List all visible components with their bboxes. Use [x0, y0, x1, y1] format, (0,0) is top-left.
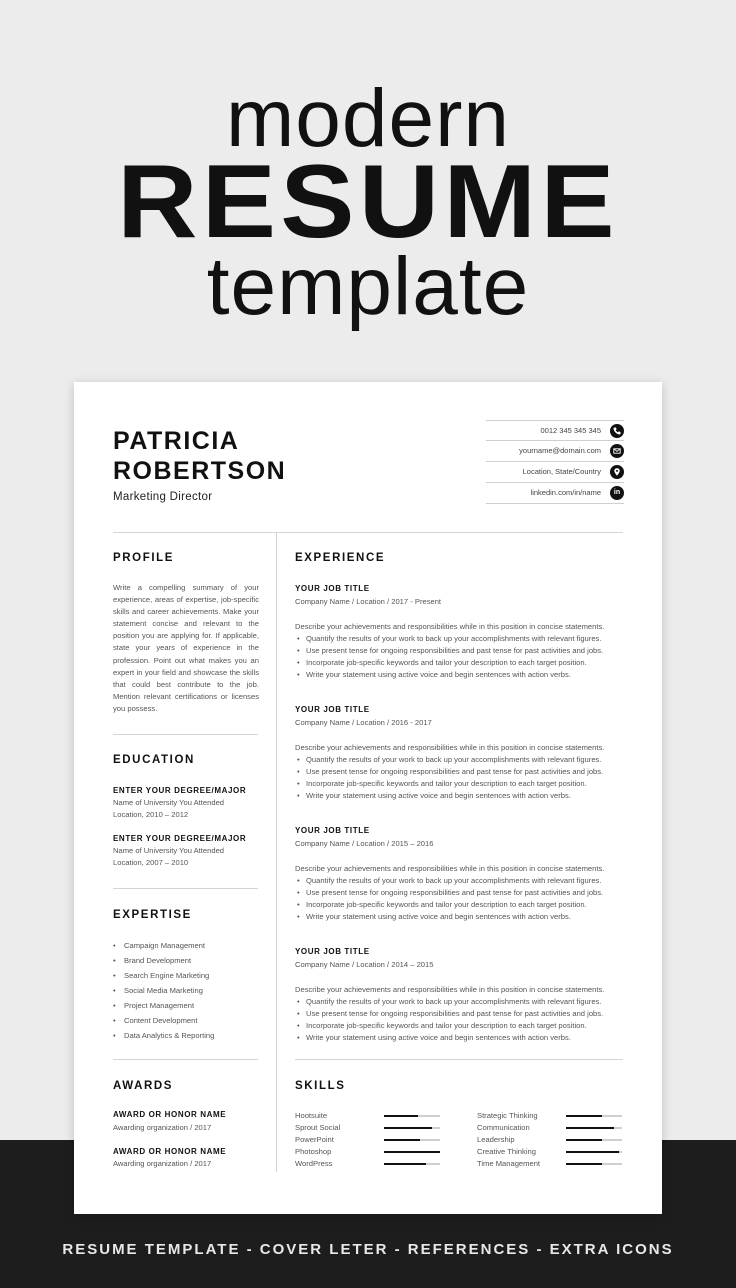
skill-row [295, 1122, 450, 1134]
job-company: Company Name / Location / 2015 – 2016 [295, 839, 434, 848]
job-bullet: • Incorporate job-specific keywords and tailor your description to each target position. [295, 1020, 625, 1032]
skill-row [477, 1110, 632, 1122]
skill-bar-fill [566, 1115, 602, 1117]
expertise-divider [113, 1059, 258, 1060]
hero-line-modern: modern [225, 73, 511, 164]
job-company: Company Name / Location / 2017 - Present [295, 597, 442, 606]
column-divider [276, 532, 277, 1172]
skill-row [295, 1134, 450, 1146]
location-pin-icon [610, 465, 624, 479]
name-first: PATRICIA [113, 427, 240, 455]
skill-name: Strategic Thinking [477, 1111, 538, 1120]
job-company: Company Name / Location / 2016 - 2017 [295, 718, 432, 727]
job-bullet: • Write your statement using active voice and begin sentences with action verbs. [295, 911, 625, 923]
award-name: AWARD OR HONOR NAME [113, 1147, 227, 1156]
expertise-item: • Brand Development [113, 953, 214, 968]
skill-row [477, 1146, 632, 1158]
skill-row [477, 1122, 632, 1134]
name-last: ROBERTSON [113, 457, 287, 485]
job-title: YOUR JOB TITLE [295, 584, 370, 593]
skill-bar [566, 1163, 622, 1165]
education-school: Name of University You Attended [113, 798, 225, 807]
skill-bar-fill [566, 1127, 614, 1129]
skill-bar [384, 1115, 440, 1117]
education-degree: ENTER YOUR DEGREE/MAJOR [113, 786, 247, 795]
education-degree: ENTER YOUR DEGREE/MAJOR [113, 834, 247, 843]
profile-heading: PROFILE [113, 552, 175, 564]
award-org: Awarding organization / 2017 [113, 1159, 212, 1168]
experience-divider [295, 1059, 623, 1060]
skill-bar [384, 1139, 440, 1141]
expertise-item: • Search Engine Marketing [113, 968, 214, 983]
skill-bar [384, 1127, 440, 1129]
job-bullet: • Incorporate job-specific keywords and tailor your description to each target position. [295, 657, 625, 669]
education-divider [113, 888, 258, 889]
contact-list [486, 420, 624, 504]
profile-text: Write a compelling summary of your experience, areas of expertise, job-specific skills and career achievements. Make your statement concise and relevant to the position you are applying for. If applicable, state your years of experience in the profession. Point out what makes you an expert in your field and showcase the skills that could best contribute to the job. Mention relevant certifications or licenses you possess. [113, 583, 259, 713]
hero-line-template: template [206, 241, 530, 332]
expertise-item: • Content Development [113, 1013, 214, 1028]
expertise-item: • Social Media Marketing [113, 983, 214, 998]
job-entry [295, 826, 625, 923]
job-bullet: • Use present tense for ongoing responsibilities and past tense for past activities and jobs. [295, 1008, 625, 1020]
education-school: Name of University You Attended [113, 846, 225, 855]
job-entry [295, 584, 625, 681]
expertise-item: • Campaign Management [113, 938, 214, 953]
resume-page [74, 382, 662, 1214]
expertise-item: • Project Management [113, 998, 214, 1013]
skill-bar [566, 1139, 622, 1141]
skill-bar [384, 1151, 440, 1153]
candidate-role: Marketing Director [113, 491, 213, 503]
job-description: Describe your achievements and responsibilities while in this position in concise statements. [295, 622, 605, 631]
expertise-item: • Data Analytics & Reporting [113, 1028, 214, 1043]
job-description: Describe your achievements and responsibilities while in this position in concise statements. [295, 985, 605, 994]
skill-bar-fill [384, 1151, 440, 1153]
job-bullet: • Incorporate job-specific keywords and tailor your description to each target position. [295, 899, 625, 911]
job-title: YOUR JOB TITLE [295, 826, 370, 835]
contact-email-text: yourname@domain.com [519, 446, 601, 455]
contact-linkedin-text: linkedin.com/in/name [530, 488, 601, 497]
job-bullets [295, 633, 625, 681]
skill-bar [566, 1115, 622, 1117]
skill-name: Hootsuite [295, 1111, 328, 1120]
skill-row [295, 1158, 450, 1170]
job-bullet: • Incorporate job-specific keywords and tailor your description to each target position. [295, 778, 625, 790]
skill-name: Sprout Social [295, 1123, 341, 1133]
profile-divider [113, 734, 258, 735]
skill-name: Time Management [477, 1159, 541, 1169]
job-description: Describe your achievements and responsibilities while in this position in concise statements. [295, 864, 605, 873]
job-company: Company Name / Location / 2014 – 2015 [295, 960, 434, 969]
candidate-name [113, 426, 286, 486]
education-location: Location, 2007 – 2010 [113, 858, 189, 867]
job-entry [295, 705, 625, 802]
contact-location-text: Location, State/Country [522, 467, 601, 476]
award-name: AWARD OR HONOR NAME [113, 1110, 227, 1119]
skill-bar-fill [384, 1115, 418, 1117]
contact-location [486, 462, 624, 483]
header-divider [113, 532, 623, 533]
skill-row [295, 1146, 450, 1158]
job-bullet: • Use present tense for ongoing responsibilities and past tense for past activities and jobs. [295, 887, 625, 899]
expertise-heading: EXPERTISE [113, 909, 192, 921]
job-entry [295, 947, 625, 1044]
skill-row [477, 1134, 632, 1146]
education-heading: EDUCATION [113, 754, 195, 766]
contact-phone-text: 0012 345 345 345 [540, 426, 601, 435]
skill-name: Photoshop [295, 1147, 332, 1157]
skill-bar-fill [384, 1139, 420, 1141]
email-icon [610, 444, 624, 458]
skill-name: WordPress [295, 1159, 333, 1169]
contact-linkedin [486, 483, 624, 504]
expertise-list [113, 938, 214, 1043]
skill-row [477, 1158, 632, 1170]
hero-line-resume: RESUME [117, 144, 619, 260]
skills-right-column [477, 1110, 632, 1170]
skill-bar [566, 1151, 622, 1153]
linkedin-icon: in [610, 486, 624, 500]
job-bullet: • Quantify the results of your work to back up your accomplishments with relevant figures. [295, 996, 625, 1008]
job-title: YOUR JOB TITLE [295, 705, 370, 714]
job-bullet: • Quantify the results of your work to back up your accomplishments with relevant figures. [295, 875, 625, 887]
awards-heading: AWARDS [113, 1080, 174, 1092]
job-bullet: • Quantify the results of your work to back up your accomplishments with relevant figures. [295, 633, 625, 645]
skill-bar-fill [566, 1151, 619, 1153]
skill-name: Leadership [477, 1135, 515, 1145]
skills-heading: SKILLS [295, 1080, 346, 1092]
skill-bar-fill [384, 1163, 426, 1165]
contact-email [486, 441, 624, 462]
skill-name: PowerPoint [295, 1135, 334, 1145]
skills-left-column [295, 1110, 450, 1170]
job-bullets [295, 875, 625, 923]
phone-icon [610, 424, 624, 438]
job-bullet: • Quantify the results of your work to back up your accomplishments with relevant figures. [295, 754, 625, 766]
contact-phone [486, 420, 624, 441]
job-bullet: • Write your statement using active voice and begin sentences with action verbs. [295, 1032, 625, 1044]
skill-bar-fill [566, 1139, 602, 1141]
skill-bar-fill [566, 1163, 602, 1165]
job-bullet: • Write your statement using active voice and begin sentences with action verbs. [295, 669, 625, 681]
skill-name: Creative Thinking [477, 1147, 536, 1157]
job-description: Describe your achievements and responsibilities while in this position in concise statements. [295, 743, 605, 752]
skill-row [295, 1110, 450, 1122]
job-title: YOUR JOB TITLE [295, 947, 370, 956]
skill-bar-fill [384, 1127, 432, 1129]
job-bullets [295, 996, 625, 1044]
job-bullet: • Use present tense for ongoing responsibilities and past tense for past activities and jobs. [295, 766, 625, 778]
education-location: Location, 2010 – 2012 [113, 810, 189, 819]
skill-bar [384, 1163, 440, 1165]
job-bullet: • Use present tense for ongoing responsibilities and past tense for past activities and jobs. [295, 645, 625, 657]
skill-bar [566, 1127, 622, 1129]
award-org: Awarding organization / 2017 [113, 1123, 212, 1132]
job-bullets [295, 754, 625, 802]
experience-heading: EXPERIENCE [295, 552, 386, 564]
skill-name: Communication [477, 1123, 530, 1133]
footer-features: RESUME TEMPLATE - COVER LETER - REFERENCES - EXTRA ICONS [62, 1241, 674, 1258]
job-bullet: • Write your statement using active voice and begin sentences with action verbs. [295, 790, 625, 802]
